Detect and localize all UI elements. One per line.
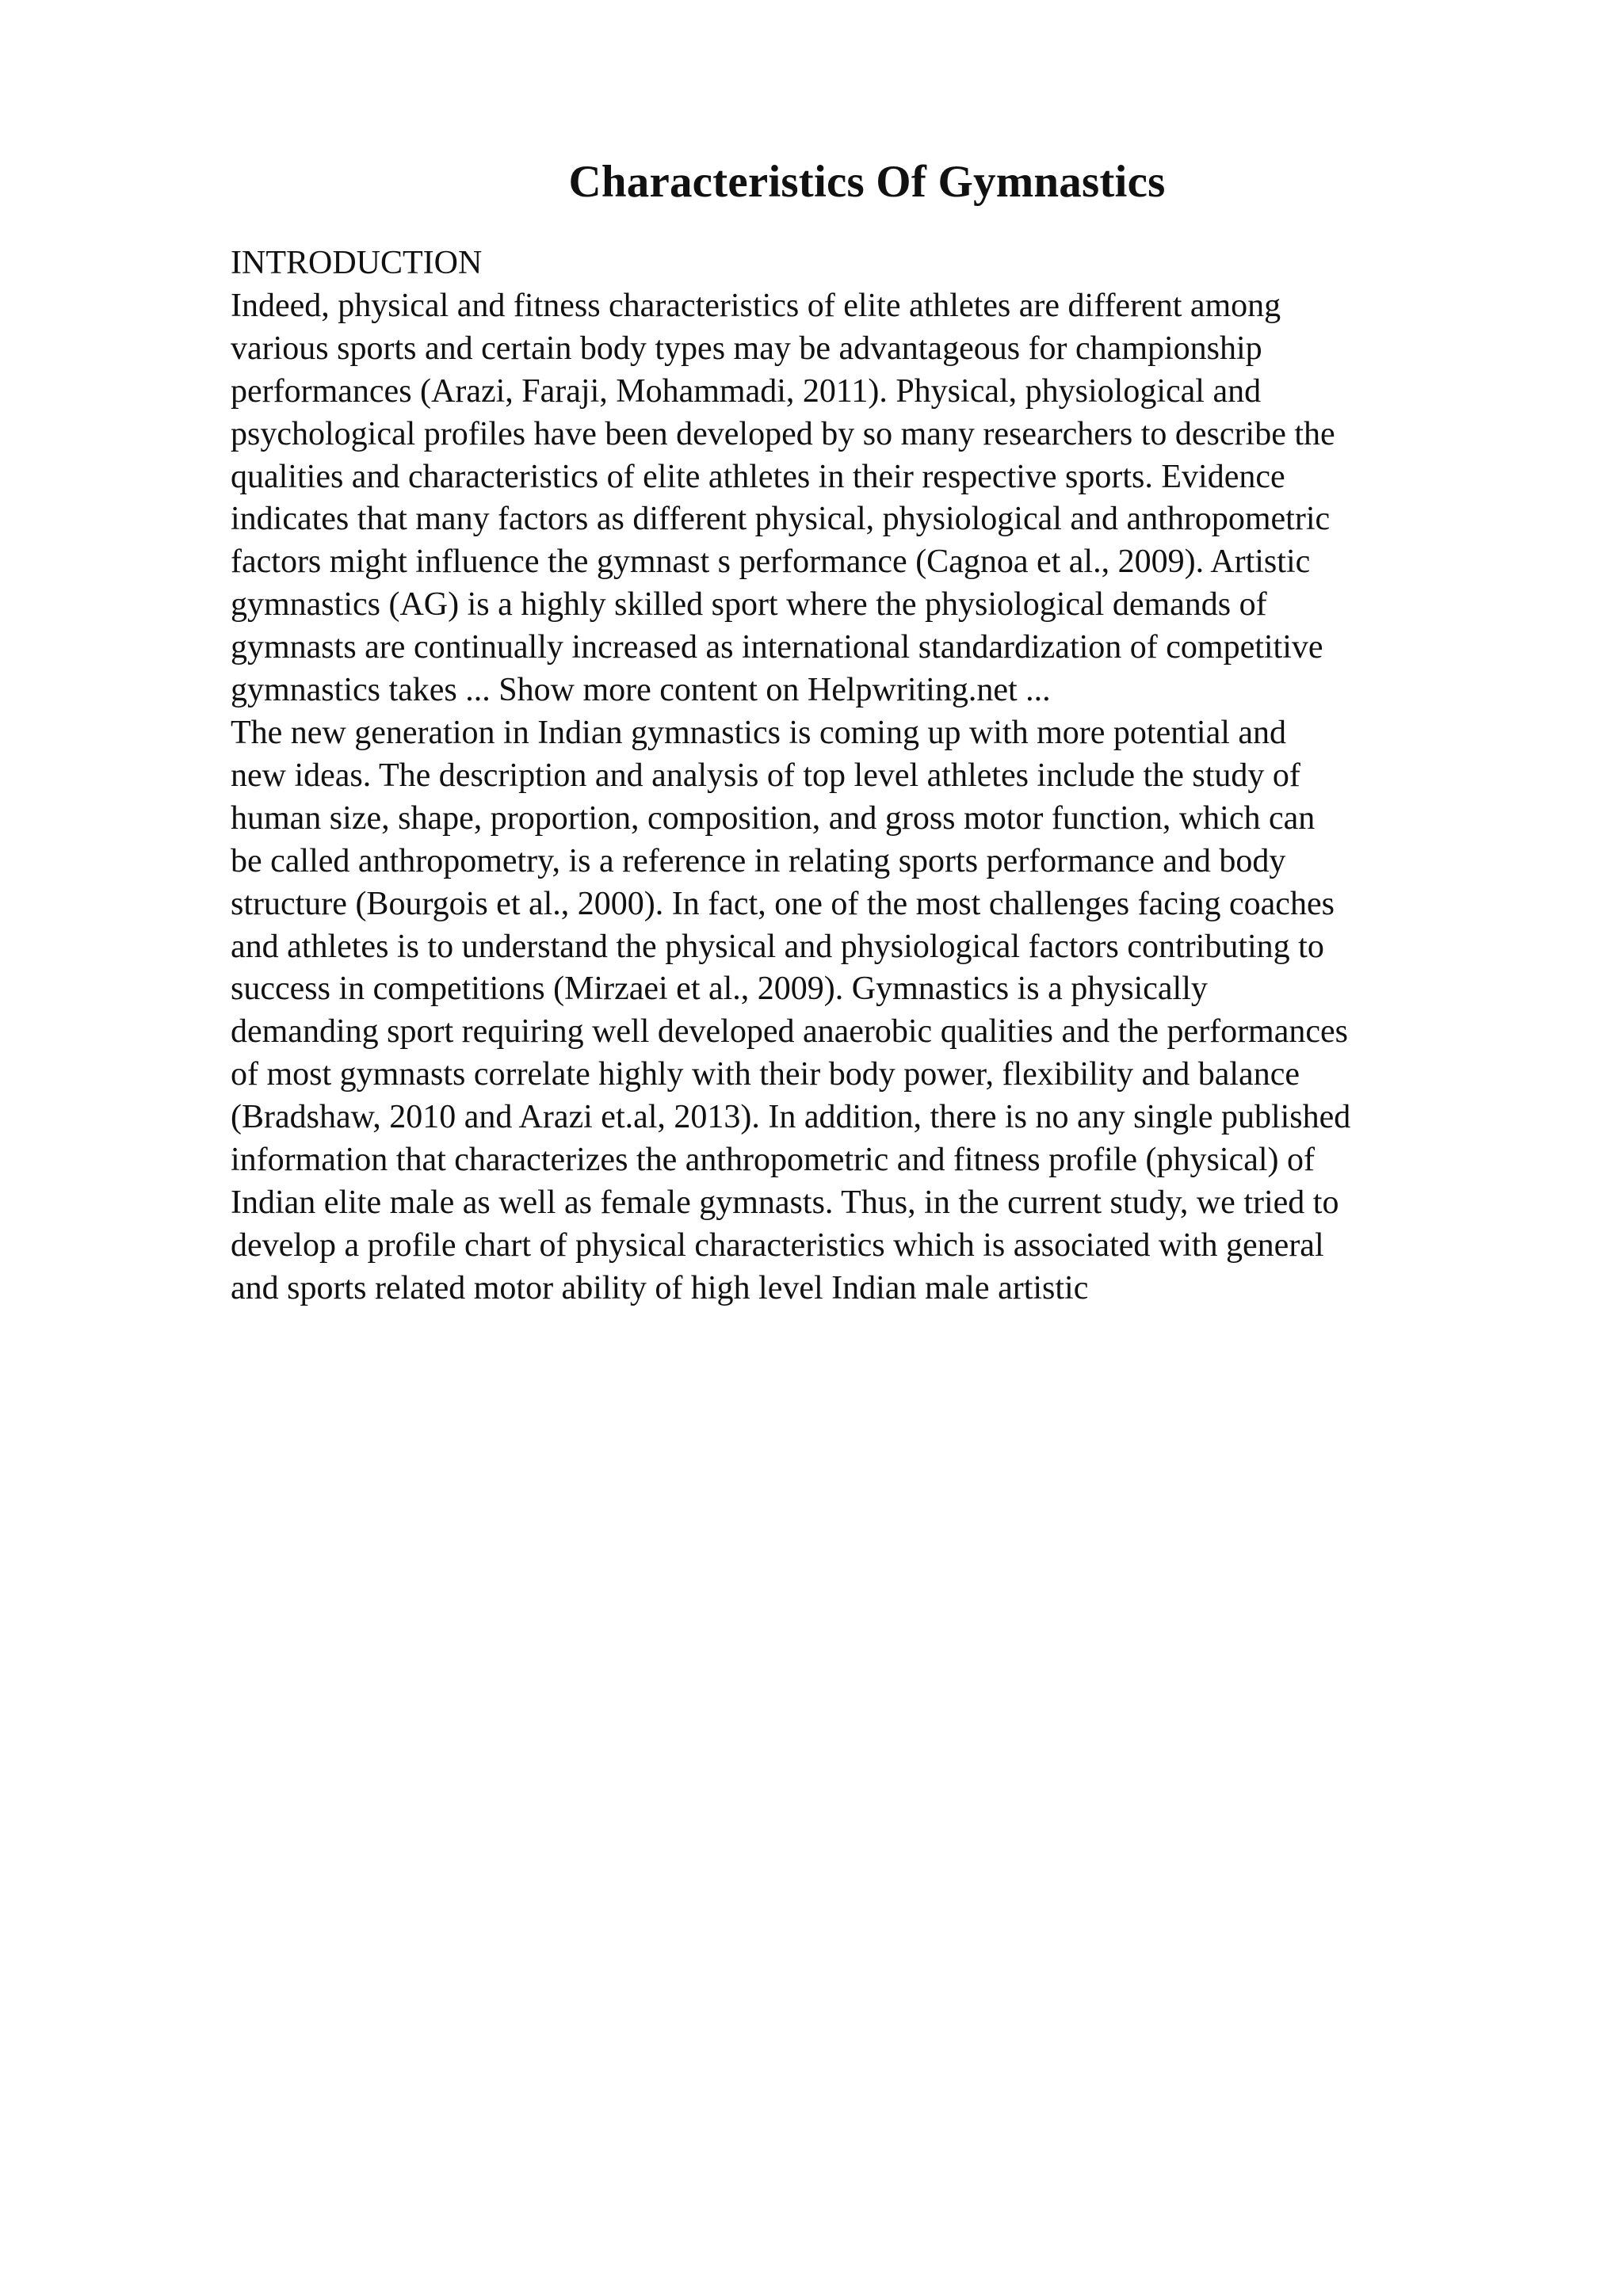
body-text-line: qualities and characteristics of elite athletes in their respective sports. Evidence (231, 458, 1285, 495)
body-text-line: of most gymnasts correlate highly with their body power, flexibility and balance (231, 1056, 1300, 1093)
body-text-line: Indeed, physical and fitness characteristics of elite athletes are different among (231, 287, 1281, 324)
body-text-line: factors might influence the gymnast s performance (Cagnoa et al., 2009). Artistic (231, 543, 1311, 581)
body-text-line: be called anthropometry, is a reference in relating sports performance and body (231, 842, 1286, 879)
body-text-line: develop a profile chart of physical characteristics which is associated with general (231, 1226, 1324, 1264)
body-text-line: human size, shape, proportion, composition, and gross motor function, which can (231, 799, 1316, 837)
body-text-line: (Bradshaw, 2010 and Arazi et.al, 2013). In addition, there is no any single published (231, 1099, 1351, 1136)
body-text-line: performances (Arazi, Faraji, Mohammadi, 2011). Physical, physiological and (231, 372, 1262, 410)
body-text-line: gymnasts are continually increased as international standardization of competitive (231, 629, 1323, 666)
body-text-line: The new generation in Indian gymnastics is coming up with more potential and (231, 714, 1287, 751)
body-text-line: Indian elite male as well as female gymnasts. Thus, in the current study, we tried to (231, 1184, 1339, 1221)
body-text-line: psychological profiles have been developed by so many researchers to describe the (231, 415, 1335, 452)
body-text-line: and athletes is to understand the physical and physiological factors contributing to (231, 928, 1324, 965)
body-text-line: indicates that many factors as different physical, physiological and anthropometric (231, 501, 1331, 538)
section-heading-introduction: INTRODUCTION (231, 245, 483, 281)
body-text-line: and sports related motor ability of high level Indian male artistic (231, 1269, 1089, 1306)
body-text-line: success in competitions (Mirzaei et al., 2009). Gymnastics is a physically (231, 971, 1208, 1008)
body-text-line: information that characterizes the anthropometric and fitness profile (physical) of (231, 1142, 1315, 1179)
body-text-line: gymnastics (AG) is a highly skilled sport where the physiological demands of (231, 586, 1267, 624)
document-body (231, 242, 1623, 1310)
body-text-line: structure (Bourgois et al., 2000). In fact, one of the most challenges facing coaches (231, 885, 1335, 922)
body-text-line: demanding sport requiring well developed anaerobic qualities and the performances (231, 1013, 1348, 1051)
document-title: Characteristics Of Gymnastics (568, 157, 1166, 207)
show-more-line: gymnastics takes ... Show more content on Helpwriting.net ... (231, 672, 1051, 709)
body-text-line: various sports and certain body types may be advantageous for championship (231, 330, 1262, 367)
body-text-line: new ideas. The description and analysis of top level athletes include the study of (231, 757, 1300, 794)
